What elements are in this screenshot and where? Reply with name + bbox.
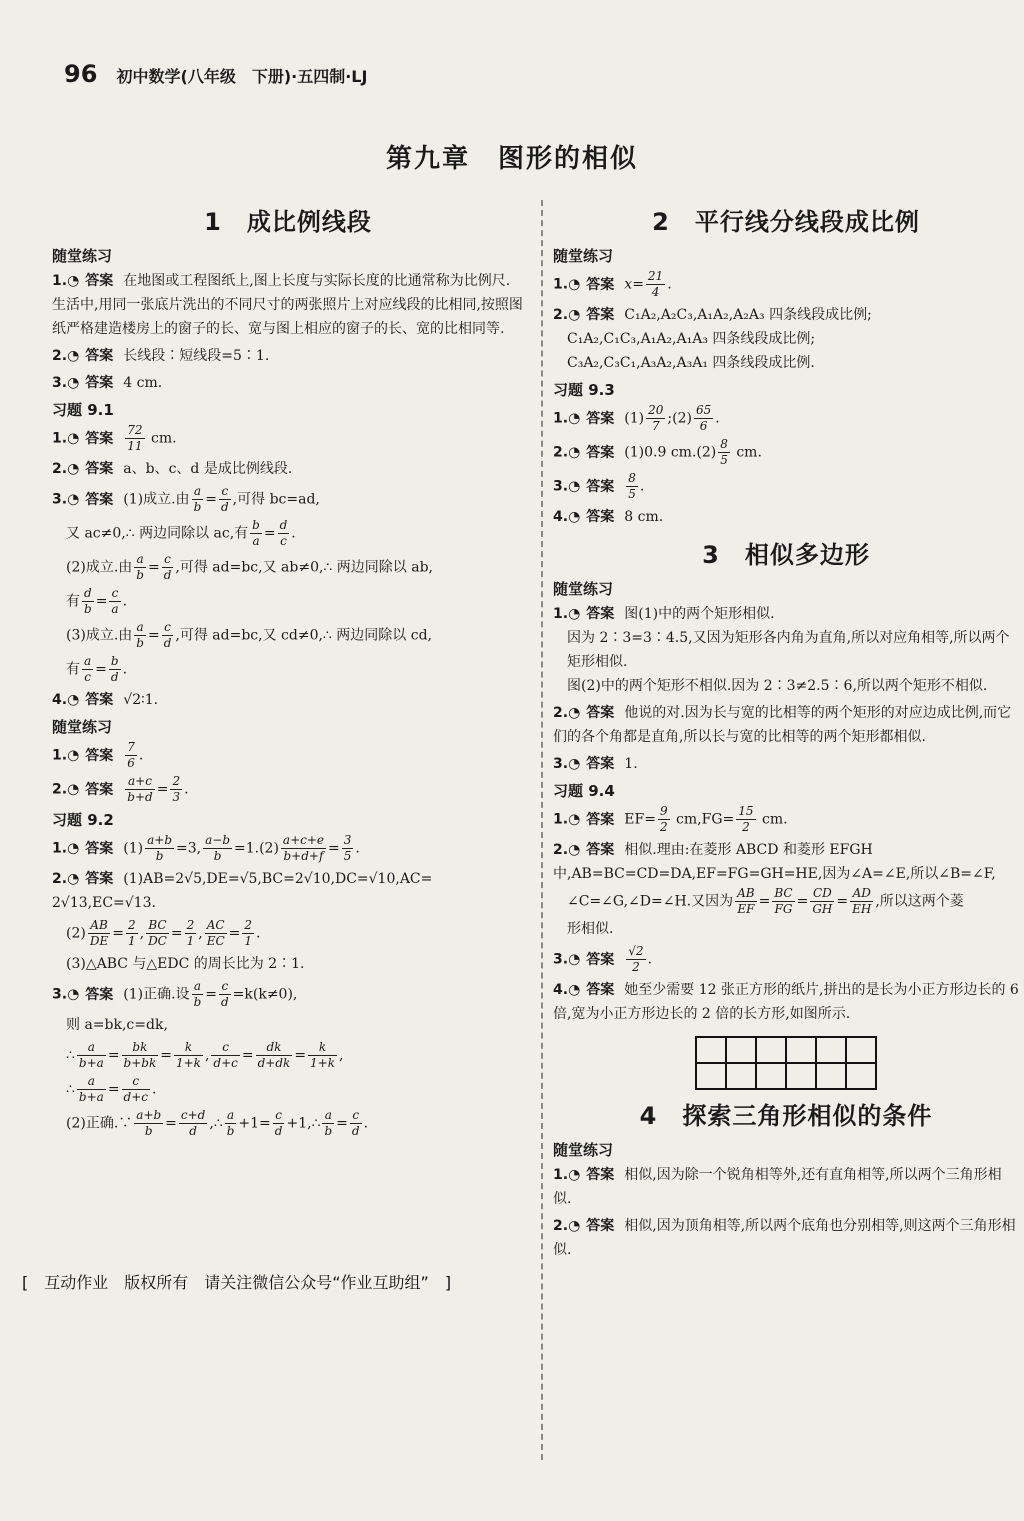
answer-icon: ◔	[568, 811, 581, 828]
answer-text: C₁A₂,A₂C₃,A₁A₂,A₂A₃ 四条线段成比例;	[624, 307, 872, 323]
answer-label: 答案	[85, 491, 114, 508]
section-title: 3 相似多边形	[702, 541, 870, 569]
answer-item	[553, 1214, 1019, 1262]
answer-label: 答案	[586, 509, 615, 525]
answer-text: 他说的对.因为长与宽的比相等的两个矩形的对应边成比例,而它们的各个角都是直角,所以长与宽的比相等的两个矩形都相似.	[553, 705, 1012, 745]
answer-label: 答案	[586, 756, 615, 772]
answer-icon: ◔	[568, 276, 581, 293]
answer-item: 1.◔ 答案 (1) $\frac{20}{7}$ ;(2) $\frac{65}{6}$ .	[553, 403, 720, 433]
numerator: 8	[720, 437, 728, 451]
answer-text: 她至少需要 12 张正方形的纸片,拼出的是长为小正方形边长的 6 倍,宽为小正方形边长的 2 倍的长方形,如图所示.	[553, 982, 1019, 1022]
answer-text: ,所以这两个菱	[875, 893, 964, 910]
numerator: 21	[647, 269, 664, 283]
answer-line: 有 $\frac{d}{b}$ = $\frac{c}{a}$ .	[66, 586, 128, 616]
answer-line: ∠C=∠G,∠D=∠H.又因为 $\frac{AB}{EF}$ = $\frac{BC}{FG}$ = $\frac{CD}{GH}$ = $\frac{AD}{EH}$ ,所以这两个菱	[567, 886, 964, 916]
answer-item: 3.◔ 答案 $\frac{8}{5}$ .	[553, 471, 645, 501]
answer-label: 答案	[85, 375, 114, 391]
fraction: $\frac{a}{b}$	[193, 484, 202, 514]
unit-text: cm.	[146, 430, 177, 447]
answer-text: (2)	[66, 925, 86, 942]
answer-line: ∴ $\frac{a}{b+a}$ = $\frac{bk}{b+bk}$ = $\frac{k}{1+k}$ , $\frac{c}{d+c}$ = $\frac{dk}{d+dk}$ = $\frac{k}{1+k}$ ,	[66, 1040, 344, 1070]
answer-item	[553, 602, 1019, 698]
answer-line: (2)正确.∵ $\frac{a+b}{b}$ = $\frac{c+d}{d}$ ,∴ $\frac{a}{b}$ +1= $\frac{c}{d}$ +1,∴ $\frac{a}{b}$ = $\frac{c}{d}$ .	[66, 1108, 369, 1138]
item-number: 3.	[553, 756, 569, 772]
numerator: 20	[648, 403, 664, 417]
answer-item	[52, 269, 524, 341]
answer-icon: ◔	[568, 951, 581, 968]
answer-label: 答案	[586, 842, 615, 858]
answer-item	[52, 371, 524, 395]
numerator: √2	[628, 944, 644, 958]
answer-item	[553, 978, 1019, 1026]
answer-label: 答案	[85, 747, 114, 764]
answer-label: 答案	[85, 986, 114, 1003]
answer-label: 答案	[586, 1167, 615, 1183]
item-number: 2.	[52, 461, 68, 477]
answer-label: 答案	[586, 307, 615, 323]
fraction	[694, 403, 713, 434]
answer-item: 3.◔ 答案 $\frac{√2}{2}$ .	[553, 944, 653, 974]
item-number: 3.	[52, 491, 68, 508]
chapter-title: 第九章 图形的相似	[385, 144, 638, 174]
answer-label: 答案	[85, 781, 114, 798]
page-header	[64, 60, 367, 88]
answer-label: 答案	[85, 840, 114, 857]
item-number: 2.	[553, 705, 569, 721]
denominator: 6	[699, 419, 708, 433]
answer-icon: ◔	[568, 842, 581, 858]
answer-item: 1.◔ 答案 (1) $\frac{a+b}{b}$ =3, $\frac{a-b}{b}$ =1.(2) $\frac{a+c+e}{b+d+f}$ = $\frac{3}{5}$ .	[52, 833, 360, 863]
answer-text: ∴	[66, 1047, 75, 1064]
answer-icon: ◔	[67, 840, 80, 857]
page-number: 96	[64, 60, 98, 88]
answer-label: 答案	[586, 811, 615, 828]
item-number: 1.	[553, 276, 569, 293]
answer-text: 形相似.	[567, 921, 614, 937]
answer-text: =3,	[176, 840, 202, 857]
answer-icon: ◔	[67, 273, 80, 289]
left-column	[52, 196, 524, 1142]
answer-text: 图(2)中的两个矩形不相似.因为 2∶3≠2.5∶6,所以两个矩形不相似.	[567, 678, 988, 694]
numerator: 15	[738, 804, 754, 818]
answer-text: 相似.理由:在菱形 ABCD 和菱形 EFGH 中,AB=BC=CD=DA,EF=FG=GH=HE,因为∠A=∠E,所以∠B=∠F,	[553, 842, 996, 882]
answer-icon: ◔	[568, 1167, 581, 1183]
answer-label: 答案	[85, 461, 114, 477]
answer-item	[553, 1163, 1019, 1211]
answer-text: (1)AB=2√5,DE=√5,BC=2√10,DC=√10,AC=	[123, 871, 433, 887]
denominator: 2	[742, 820, 750, 834]
item-number: 2.	[553, 1218, 569, 1234]
answer-icon: ◔	[568, 756, 581, 772]
answer-icon: ◔	[568, 478, 581, 495]
numerator: 2	[172, 774, 181, 788]
fraction	[626, 471, 638, 502]
answer-item	[553, 701, 1019, 749]
answer-text: ∠C=∠G,∠D=∠H.又因为	[567, 893, 734, 910]
answer-label: 答案	[586, 951, 615, 968]
watermark-banner: [ 互动作业 版权所有 请关注微信公众号“作业互助组” ]	[18, 1270, 455, 1293]
answer-icon: ◔	[568, 509, 581, 525]
denominator: 11	[127, 439, 143, 453]
answer-item	[553, 505, 1019, 529]
item-number: 3.	[553, 951, 569, 968]
answer-label: 答案	[586, 982, 615, 998]
answer-item: 3.◔ 答案 (1)成立.由 $\frac{a}{b}$ = $\frac{c}{d}$ ,可得 bc=ad,	[52, 484, 320, 514]
answer-text: 1.	[624, 756, 638, 772]
answer-label: 答案	[85, 871, 114, 887]
numerator: a+c	[125, 774, 154, 790]
answer-text: (3)成立.由	[66, 627, 133, 644]
answer-line: (3)△ABC 与△EDC 的周长比为 2∶1.	[66, 956, 305, 972]
answer-line: 又 ac≠0,∴ 两边同除以 ac,有 $\frac{b}{a}$ = $\frac{d}{c}$ .	[66, 518, 296, 548]
item-number: 2.	[553, 307, 569, 323]
answer-text: a、b、c、d 是成比例线段.	[123, 461, 293, 477]
denominator: b+d	[127, 790, 153, 804]
rectangle-grid-figure	[695, 1036, 877, 1090]
item-number: 1.	[52, 273, 68, 289]
answer-label: 答案	[586, 410, 615, 427]
answer-line: 则 a=bk,c=dk,	[66, 1017, 168, 1033]
answer-icon: ◔	[568, 444, 581, 461]
answer-line: ∴ $\frac{a}{b+a}$ = $\frac{c}{d+c}$ .	[66, 1074, 157, 1104]
answer-line: (2)成立.由 $\frac{a}{b}$ = $\frac{c}{d}$ ,可得 ad=bc,又 ab≠0,∴ 两边同除以 ab,	[66, 552, 433, 582]
subheading: 习题 9.1	[52, 401, 114, 419]
answer-item	[553, 752, 1019, 776]
answer-text: =	[328, 840, 340, 857]
answer-line: (3)成立.由 $\frac{a}{b}$ = $\frac{c}{d}$ ,可得 ad=bc,又 cd≠0,∴ 两边同除以 cd,	[66, 620, 432, 650]
answer-text: (1)正确.设	[123, 986, 190, 1003]
answer-text: (1)	[624, 410, 645, 427]
answer-item	[553, 303, 1019, 375]
fraction	[646, 269, 665, 300]
answer-item	[52, 688, 524, 712]
answer-text: (2)正确.∵	[66, 1115, 133, 1132]
item-number: 3.	[52, 986, 68, 1003]
answer-text: 在地图或工程图纸上,图上长度与实际长度的比通常称为比例尺.	[123, 273, 511, 289]
subheading: 习题 9.3	[553, 381, 615, 399]
answer-text: ;(2)	[667, 410, 692, 427]
section-title: 1 成比例线段	[204, 208, 372, 236]
answer-icon: ◔	[568, 705, 581, 721]
denominator: 4	[651, 285, 660, 299]
answer-text: 有	[66, 593, 80, 610]
answer-text: 2√13,EC=√13.	[52, 895, 156, 911]
answer-icon: ◔	[568, 982, 581, 998]
answer-icon: ◔	[67, 430, 80, 447]
answer-icon: ◔	[67, 986, 80, 1003]
denominator: 5	[720, 453, 728, 467]
fraction	[125, 423, 144, 454]
answer-text: 长线段∶短线段=5∶1.	[123, 348, 270, 364]
subheading: 随堂练习	[553, 247, 614, 265]
answer-text: EF=	[624, 811, 656, 828]
answer-label: 答案	[586, 478, 615, 495]
answer-label: 答案	[85, 430, 114, 447]
answer-text: C₃A₂,C₃C₁,A₃A₂,A₃A₁ 四条线段成比例.	[567, 355, 815, 371]
numerator: 7	[127, 740, 135, 754]
answer-text: 有	[66, 661, 80, 678]
item-number: 2.	[553, 842, 569, 858]
answer-text: (1)成立.由	[123, 491, 190, 508]
answer-text: (1)0.9 cm.(2)	[624, 444, 717, 461]
answer-item	[553, 838, 1019, 941]
answer-text: 相似,因为顶角相等,所以两个底角也分别相等,则这两个三角形相似.	[553, 1218, 1016, 1258]
answer-text: (2)成立.由	[66, 559, 133, 576]
answer-item: 1.◔ 答案 $\frac{7}{6}$ .	[52, 740, 144, 770]
fraction	[170, 774, 182, 805]
denominator: 2	[632, 960, 640, 974]
fraction: $\frac{c}{d}$	[220, 484, 229, 514]
answer-text: ,∴	[307, 1115, 321, 1132]
answer-label: 答案	[85, 348, 114, 364]
answer-text: ,可得 ad=bc,又 cd≠0,∴ 两边同除以 cd,	[175, 627, 432, 644]
item-number: 1.	[52, 430, 68, 447]
answer-text: 因为 2∶3=3∶4.5,又因为矩形各内角为直角,所以对应角相等,所以两个矩形相似.	[567, 630, 1010, 670]
item-number: 4.	[52, 692, 68, 708]
answer-text: ,∴	[209, 1115, 223, 1132]
answer-label: 答案	[586, 705, 615, 721]
item-number: 1.	[52, 747, 68, 764]
answer-item	[52, 344, 524, 368]
answer-icon: ◔	[67, 871, 80, 887]
fraction	[125, 774, 154, 805]
answer-text: (1)	[123, 840, 144, 857]
subheading: 随堂练习	[553, 580, 614, 598]
answer-text: ,可得 ad=bc,又 ab≠0,∴ 两边同除以 ab,	[175, 559, 433, 576]
fraction	[626, 944, 645, 975]
answer-item	[52, 423, 524, 454]
denominator: 3	[172, 790, 181, 804]
answer-item: 1.◔ 答案 x= $\frac{21}{4}$ .	[553, 269, 672, 299]
numerator: 9	[659, 804, 668, 818]
subheading: 随堂练习	[52, 247, 113, 265]
unit-text: cm.	[731, 444, 762, 461]
item-number: 1.	[553, 606, 569, 622]
answer-icon: ◔	[67, 491, 80, 508]
answer-text: 生活中,用同一张底片洗出的不同尺寸的两张照片上对应线段的比相同,按照图纸严格建造楼房上的窗子的长、宽与图上相应的窗子的长、宽的比相同等.	[52, 297, 523, 337]
answer-icon: ◔	[67, 747, 80, 764]
fraction	[646, 403, 665, 434]
answer-text: 图(1)中的两个矩形相似.	[624, 606, 775, 622]
answer-item: 2.◔ 答案 $\frac{a+c}{b+d}$ = $\frac{2}{3}$ .	[52, 774, 189, 804]
subheading: 习题 9.2	[52, 811, 114, 829]
unit-text: cm.	[757, 811, 788, 828]
subheading: 习题 9.4	[553, 782, 615, 800]
item-number: 4.	[553, 982, 569, 998]
item-number: 2.	[52, 871, 68, 887]
answer-icon: ◔	[568, 307, 581, 323]
answer-label: 答案	[85, 273, 114, 289]
answer-line: (2) $\frac{AB}{DE}$ = $\frac{2}{1}$ , $\frac{BC}{DC}$ = $\frac{2}{1}$ , $\frac{AC}{EC}$ = $\frac{2}{1}$ .	[66, 918, 261, 948]
item-number: 1.	[553, 410, 569, 427]
answer-icon: ◔	[67, 692, 80, 708]
answer-text: 8 cm.	[624, 509, 664, 525]
answer-text: 相似,因为除一个锐角相等外,还有直角相等,所以两个三角形相似.	[553, 1167, 1002, 1207]
subheading: 随堂练习	[553, 1141, 614, 1159]
answer-icon: ◔	[67, 348, 80, 364]
answer-item	[52, 867, 524, 915]
answer-icon: ◔	[568, 410, 581, 427]
answer-label: 答案	[586, 1218, 615, 1234]
numerator: 8	[628, 471, 636, 485]
answer-text: 4 cm.	[123, 375, 163, 391]
subheading: 随堂练习	[52, 718, 113, 736]
answer-line: 有 $\frac{a}{c}$ = $\frac{b}{d}$ .	[66, 654, 128, 684]
answer-text: C₁A₂,C₁C₃,A₁A₂,A₁A₃ 四条线段成比例;	[567, 331, 816, 347]
answer-icon: ◔	[67, 781, 80, 798]
item-number: 1.	[553, 1167, 569, 1183]
item-number: 1.	[553, 811, 569, 828]
fraction	[125, 740, 137, 771]
answer-text: ∴	[66, 1081, 75, 1098]
answer-text: =1.(2)	[234, 840, 279, 857]
numerator: 72	[127, 423, 143, 437]
denominator: 7	[651, 419, 660, 433]
book-title: 初中数学(八年级 下册)·五四制·LJ	[116, 67, 368, 86]
answer-icon: ◔	[67, 461, 80, 477]
answer-item	[553, 804, 1019, 835]
answer-icon: ◔	[568, 606, 581, 622]
column-divider	[541, 200, 543, 1460]
fraction	[718, 437, 730, 468]
item-number: 3.	[52, 375, 68, 391]
answer-label: 答案	[586, 276, 615, 293]
denominator: 6	[127, 756, 135, 770]
right-column	[553, 196, 1019, 1265]
fraction	[736, 804, 755, 835]
answer-text: =k(k≠0),	[232, 986, 298, 1003]
section-title: 4 探索三角形相似的条件	[639, 1102, 933, 1130]
answer-icon: ◔	[568, 1218, 581, 1234]
answer-text: cm,FG=	[671, 811, 735, 828]
item-number: 2.	[52, 781, 68, 798]
item-number: 2.	[553, 444, 569, 461]
answer-item	[52, 457, 524, 481]
section-title: 2 平行线分线段成比例	[652, 208, 920, 236]
answer-label: 答案	[85, 692, 114, 708]
item-number: 2.	[52, 348, 68, 364]
answer-label: 答案	[586, 444, 615, 461]
item-number: 3.	[553, 478, 569, 495]
denominator: 5	[628, 487, 636, 501]
answer-item	[553, 437, 1019, 468]
item-number: 4.	[553, 509, 569, 525]
item-number: 1.	[52, 840, 68, 857]
answer-item: 3.◔ 答案 (1)正确.设 $\frac{a}{b}$ = $\frac{c}{d}$ =k(k≠0),	[52, 979, 298, 1009]
numerator: 65	[695, 403, 712, 417]
answer-icon: ◔	[67, 375, 80, 391]
answer-text: √2∶1.	[123, 692, 159, 708]
answer-text: 又 ac≠0,∴ 两边同除以 ac,有	[66, 525, 249, 542]
denominator: 2	[659, 820, 668, 834]
answer-text: ,可得 bc=ad,	[232, 491, 320, 508]
fraction	[658, 804, 670, 835]
answer-label: 答案	[586, 606, 615, 622]
